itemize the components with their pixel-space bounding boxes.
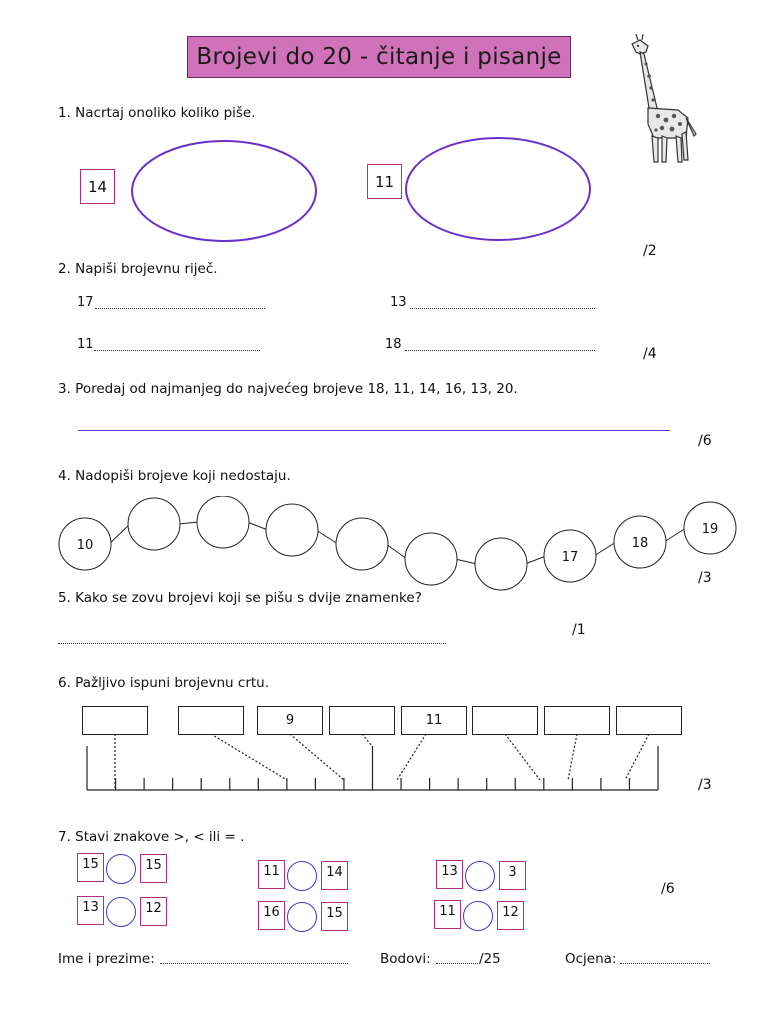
- name-label: Ime i prezime:: [58, 951, 155, 967]
- q4-score: /3: [698, 570, 712, 586]
- compare-sign-circle[interactable]: [465, 861, 495, 891]
- q1-number-box-a: 14: [80, 169, 115, 204]
- compare-left-number: 13: [436, 860, 463, 889]
- grade-answer-line[interactable]: [620, 963, 710, 964]
- chain-circle[interactable]: [336, 518, 388, 570]
- chain-circle[interactable]: [128, 498, 180, 550]
- q2-item-11-number: 11: [77, 337, 94, 352]
- q3-score: /6: [698, 433, 712, 449]
- number-line-connector: [568, 734, 577, 780]
- chain-circle-label: 18: [631, 536, 649, 551]
- chain-link: [247, 522, 268, 530]
- question-6-text: 6. Pažljivo ispuni brojevnu crtu.: [58, 675, 270, 691]
- number-line-box[interactable]: 9: [257, 706, 323, 735]
- q2-item-18-number: 18: [385, 337, 402, 352]
- number-line-box[interactable]: [472, 706, 538, 735]
- q1-drawing-area-a[interactable]: [130, 139, 318, 243]
- chain-link: [455, 559, 477, 564]
- compare-sign-circle[interactable]: [106, 897, 136, 927]
- q2-item-13-answer-line[interactable]: [410, 308, 595, 309]
- number-line-connector: [290, 734, 344, 780]
- compare-right-number: 12: [140, 897, 167, 926]
- number-line-box[interactable]: [544, 706, 610, 735]
- question-1-text: 1. Nacrtaj onoliko koliko piše.: [58, 105, 256, 121]
- chain-link: [594, 542, 616, 556]
- chain-link: [664, 528, 686, 542]
- question-2-text: 2. Napiši brojevnu riječ.: [58, 261, 218, 277]
- compare-sign-circle[interactable]: [106, 854, 136, 884]
- chain-link: [316, 530, 338, 544]
- points-label: Bodovi:: [380, 951, 431, 967]
- name-answer-line[interactable]: [160, 963, 348, 964]
- q1-score: /2: [643, 243, 657, 259]
- q6-number-line: [80, 734, 680, 800]
- chain-circle-label: 10: [76, 538, 94, 553]
- compare-sign-circle[interactable]: [287, 861, 317, 891]
- compare-right-number: 3: [499, 861, 526, 890]
- q5-answer-line[interactable]: [58, 643, 446, 644]
- points-total: /25: [479, 951, 501, 967]
- q6-score: /3: [698, 777, 712, 793]
- compare-left-number: 11: [434, 900, 461, 929]
- question-4-text: 4. Nadopiši brojeve koji nedostaju.: [58, 468, 291, 484]
- points-answer-line[interactable]: [436, 963, 478, 964]
- chain-circle-label: 19: [701, 522, 719, 537]
- number-line-box[interactable]: [329, 706, 395, 735]
- number-line-box[interactable]: [82, 706, 148, 735]
- chain-circle-label: 17: [561, 550, 579, 565]
- question-7-text: 7. Stavi znakove >, < ili = .: [58, 829, 245, 845]
- chain-link: [525, 556, 546, 564]
- number-line-connector: [505, 734, 540, 780]
- compare-sign-circle[interactable]: [287, 902, 317, 932]
- chain-circle[interactable]: [197, 496, 249, 548]
- compare-left-number: 16: [258, 901, 285, 930]
- number-line-connector: [397, 734, 426, 780]
- q5-score: /1: [572, 622, 586, 638]
- q3-answer-line[interactable]: [78, 430, 670, 431]
- chain-link: [178, 522, 199, 524]
- q2-score: /4: [643, 346, 657, 362]
- q1-drawing-area-b[interactable]: [404, 136, 592, 242]
- chain-circle[interactable]: [475, 538, 527, 590]
- question-3-text: 3. Poredaj od najmanjeg do najvećeg brojeve 18, 11, 14, 16, 13, 20.: [58, 381, 518, 397]
- q2-item-17-number: 17: [77, 295, 94, 310]
- chain-link: [386, 544, 407, 559]
- giraffe-icon: [618, 34, 700, 166]
- question-5-text: 5. Kako se zovu brojevi koji se pišu s dvije znamenke?: [58, 590, 422, 606]
- q2-item-17-answer-line[interactable]: [95, 308, 265, 309]
- compare-left-number: 13: [77, 896, 104, 925]
- compare-right-number: 15: [321, 902, 348, 931]
- number-line-connector: [625, 734, 649, 780]
- q1-number-box-b: 11: [367, 164, 402, 199]
- q2-item-13-number: 13: [390, 295, 407, 310]
- number-line-box[interactable]: [178, 706, 244, 735]
- number-line-connector: [362, 734, 372, 746]
- number-line-box[interactable]: [616, 706, 682, 735]
- number-line-connector: [211, 734, 287, 780]
- compare-left-number: 15: [77, 853, 104, 882]
- compare-sign-circle[interactable]: [463, 901, 493, 931]
- compare-left-number: 11: [258, 860, 285, 889]
- chain-link: [109, 524, 130, 544]
- grade-label: Ocjena:: [565, 951, 617, 967]
- compare-right-number: 15: [140, 854, 167, 883]
- page-title: Brojevi do 20 - čitanje i pisanje: [187, 36, 571, 78]
- q4-number-chain: [56, 496, 740, 592]
- q7-score: /6: [661, 881, 675, 897]
- q2-item-11-answer-line[interactable]: [94, 350, 260, 351]
- chain-circle[interactable]: [266, 504, 318, 556]
- q2-item-18-answer-line[interactable]: [405, 350, 595, 351]
- compare-right-number: 14: [321, 861, 348, 890]
- compare-right-number: 12: [497, 901, 524, 930]
- number-line-box[interactable]: 11: [401, 706, 467, 735]
- chain-circle[interactable]: [405, 533, 457, 585]
